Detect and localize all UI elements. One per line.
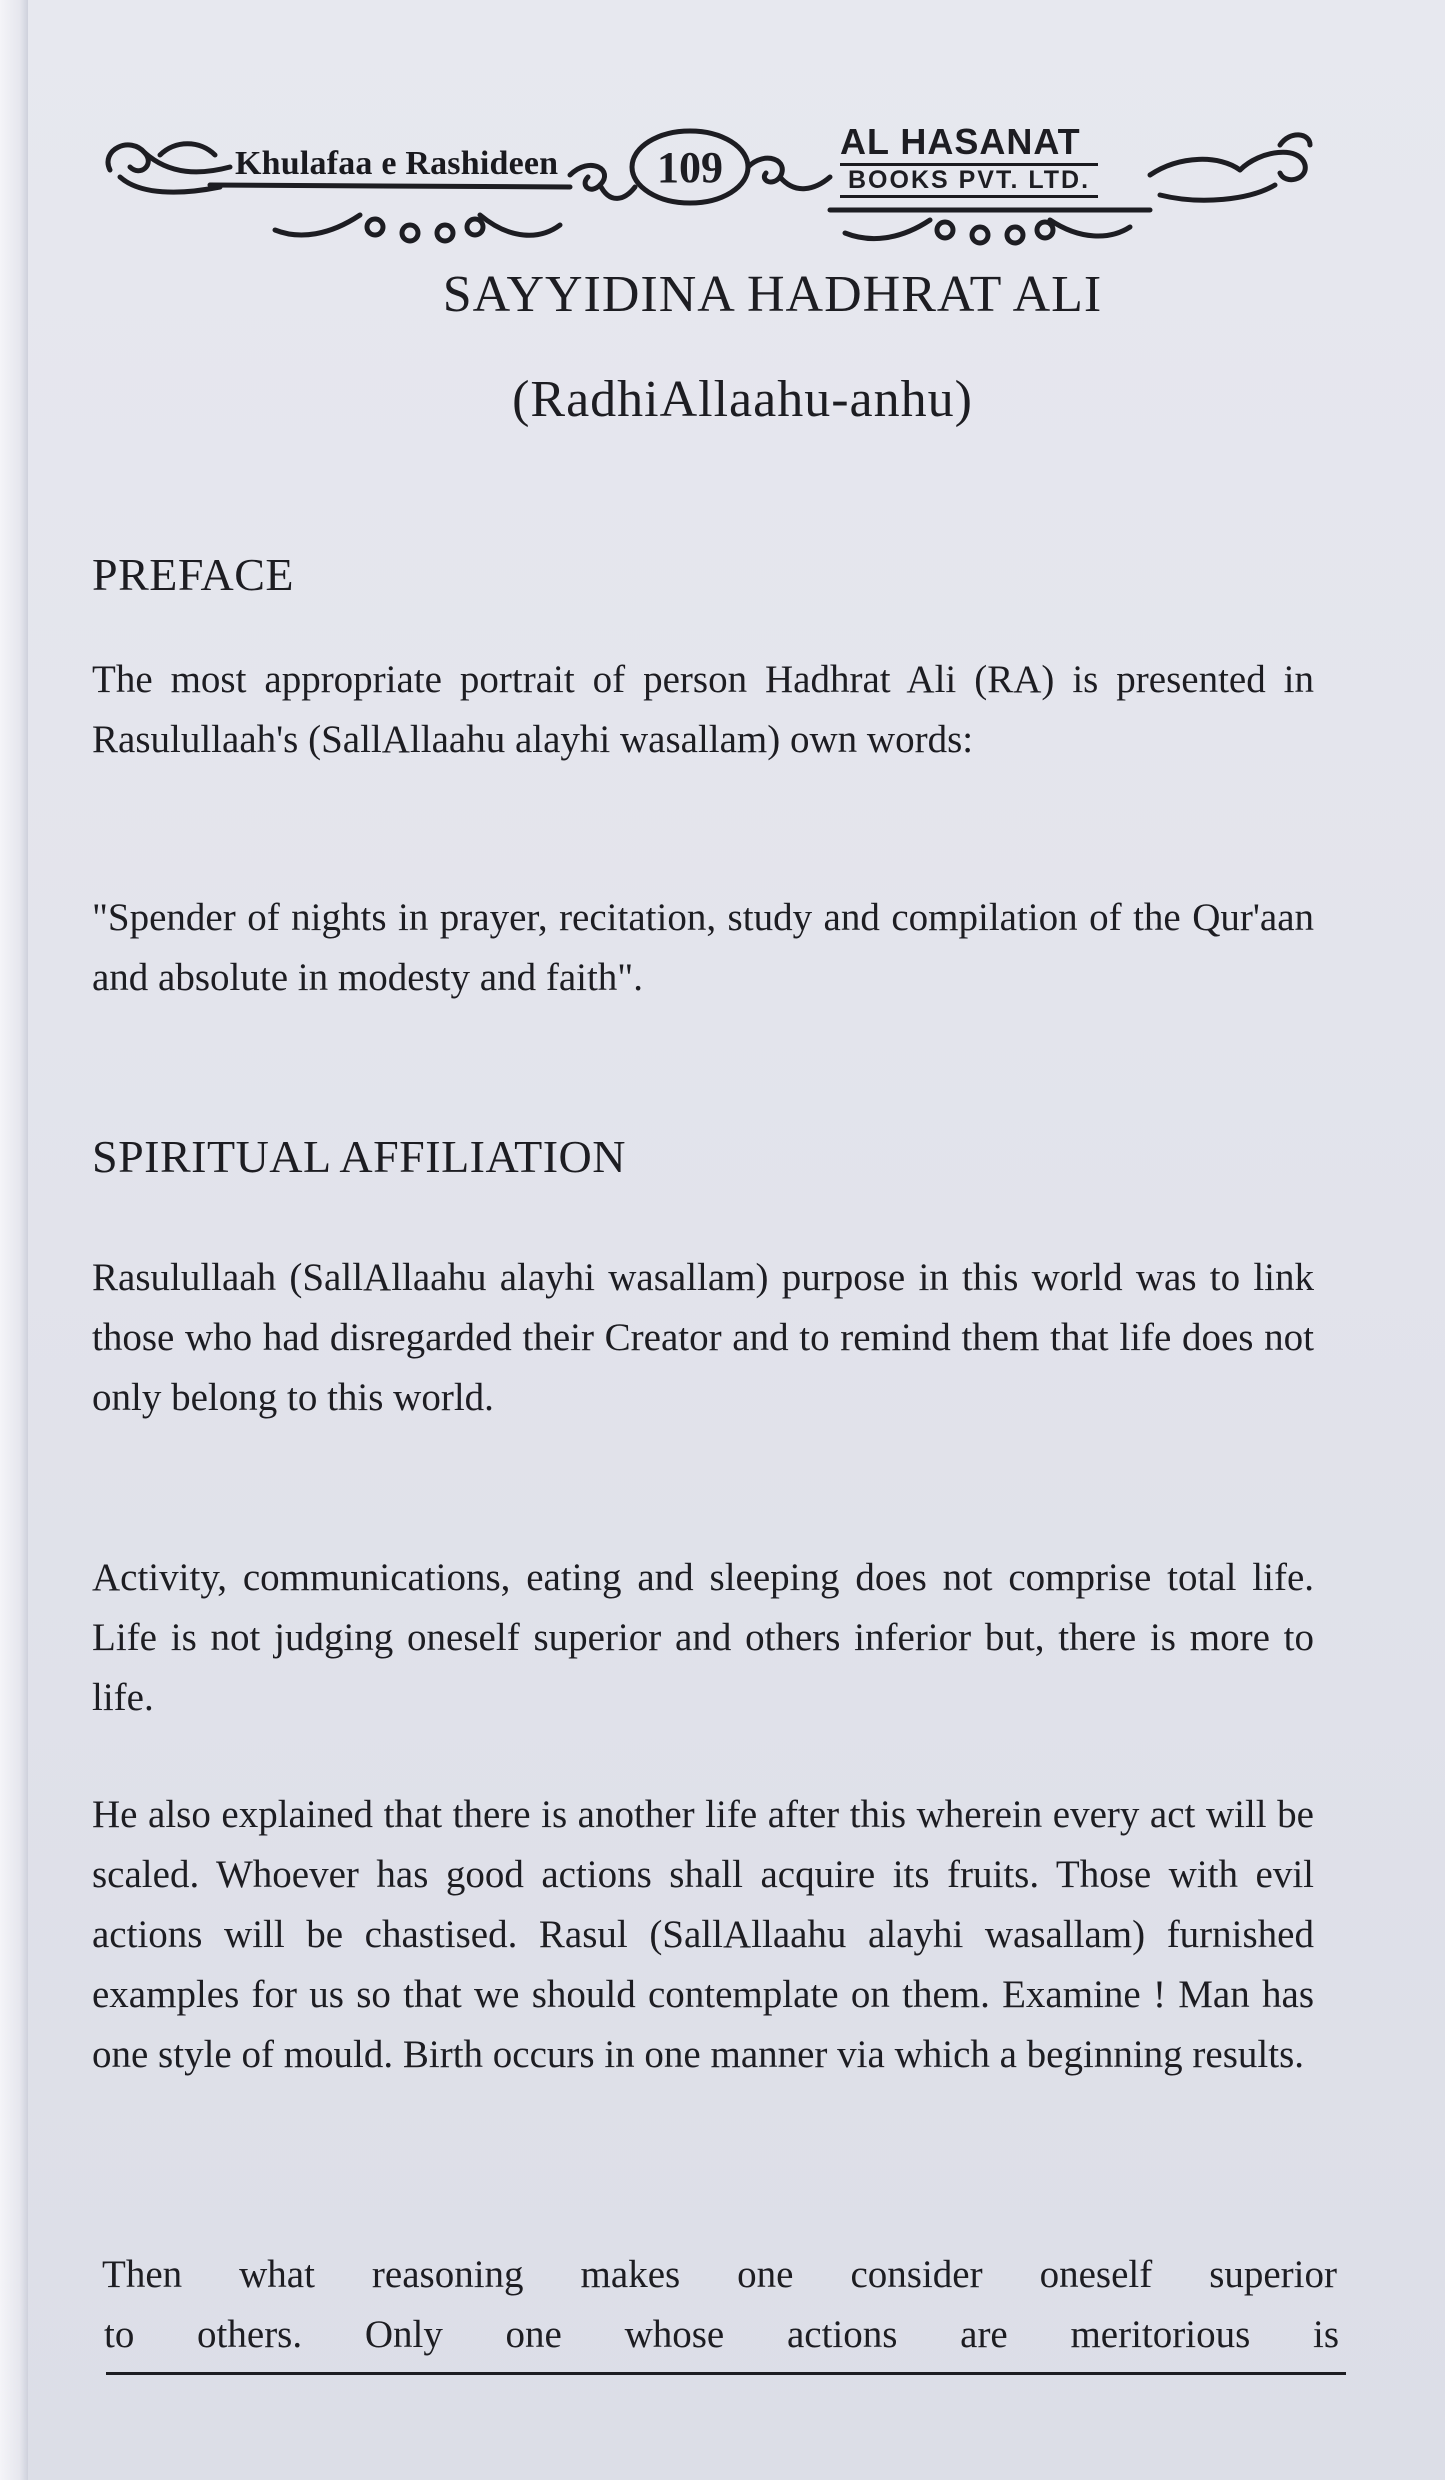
spiritual-affiliation-paragraph-3: He also explained that there is another life after this wherein every act will be scaled. Whoever has good actions shall acquire its fruits. Those with evil actions will be chastised. Rasul (SallAllaahu alayhi wasallam) furnished examples for us so that we should contemplate on them. Examine ! Man has one style of mould. Birth occurs in one manner via which a beginning results.	[92, 1793, 1314, 2076]
chapter-subtitle: (RadhiAllaahu-anhu)	[512, 371, 973, 428]
spiritual-affiliation-paragraph-1: Rasulullaah (SallAllaahu alayhi wasallam) purpose in this world was to link those who had disregarded their Creator and to remind them that life does not only belong to this world.	[92, 1256, 1314, 1419]
spiritual-affiliation-paragraph-4-line-2: to others. Only one whose actions are meritorious is	[104, 2313, 1339, 2356]
preface-quote-paragraph: "Spender of nights in prayer, recitation, study and compilation of the Qur'aan and absolute in modesty and faith".	[92, 896, 1314, 999]
page-number: 109	[657, 143, 723, 192]
publisher-name: AL HASANAT	[840, 121, 1081, 162]
spiritual-affiliation-paragraph-4-line-1: Then what reasoning makes one consider oneself superior	[102, 2253, 1337, 2296]
spiritual-affiliation-paragraph-2: Activity, communications, eating and sleeping does not comprise total life. Life is not judging oneself superior and others inferior but, there is more to life.	[92, 1556, 1314, 1719]
spiritual-affiliation-heading: SPIRITUAL AFFILIATION	[92, 1131, 626, 1182]
chapter-title: SAYYIDINA HADHRAT ALI	[442, 266, 1103, 323]
book-title-header: Khulafaa e Rashideen	[235, 145, 559, 182]
page-header	[100, 115, 1320, 265]
preface-intro-paragraph: The most appropriate portrait of person Hadhrat Ali (RA) is presented in Rasulullaah's (SallAllaahu alayhi wasallam) own words:	[92, 658, 1314, 761]
preface-heading: PREFACE	[92, 549, 295, 600]
publisher-subtitle: BOOKS PVT. LTD.	[840, 163, 1098, 198]
footer-rule	[106, 2372, 1346, 2375]
